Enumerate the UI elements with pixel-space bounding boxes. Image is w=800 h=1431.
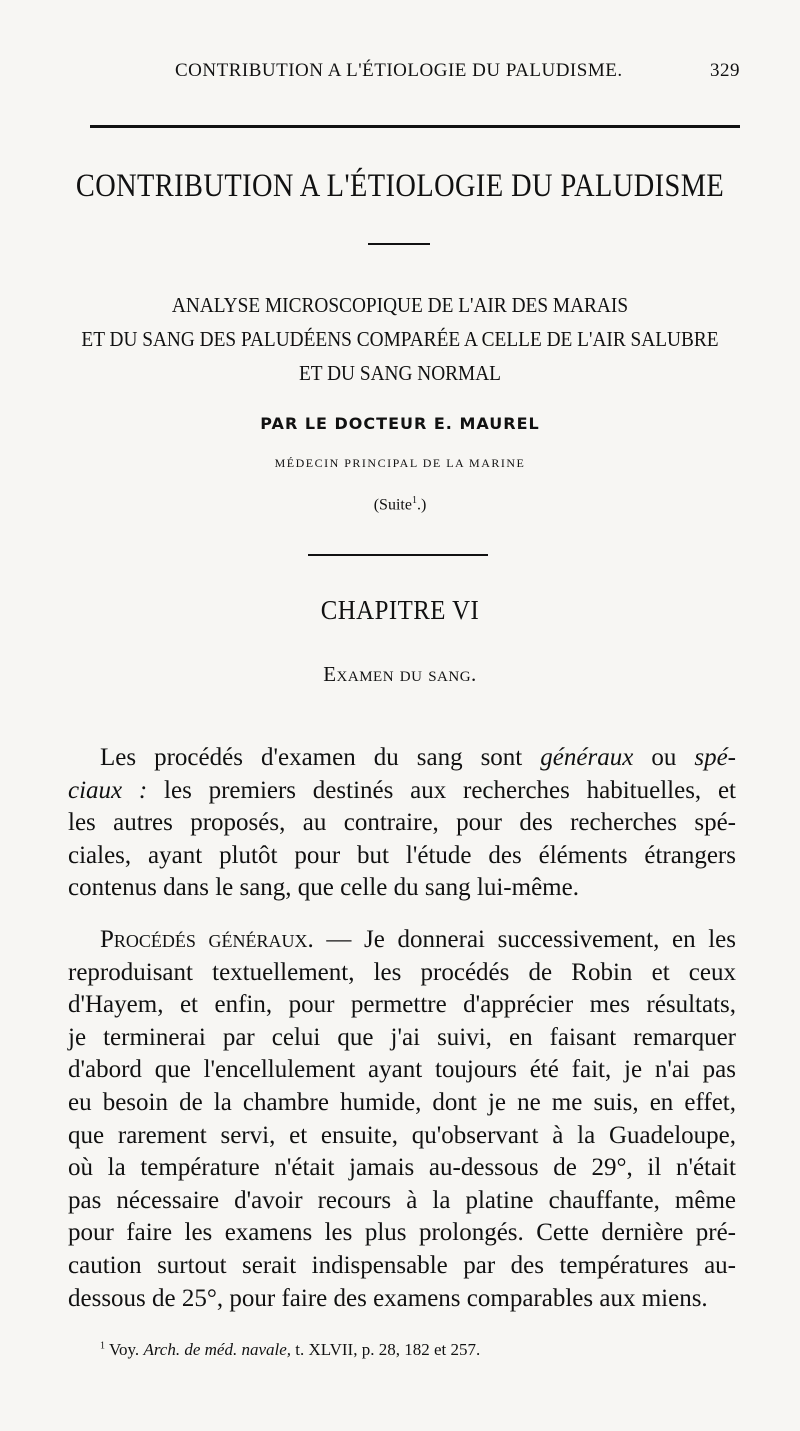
footnote [100,1340,740,1360]
author-name: PAR LE DOCTEUR E. MAUREL [260,414,540,433]
text-run: Les procédés d'examen du sang sont [100,744,541,771]
paragraph-1-line-2 [68,775,736,808]
text-run: les premiers destinés aux recherches habituelles, et [147,776,737,804]
italic-run: ciaux : [68,776,148,804]
paragraph-2-line-9: pas nécessaire d'avoir recours à la platine chauffante, même [68,1186,736,1214]
paragraph-1-line-3: les autres proposés, au contraire, pour des recherches spé- [68,809,736,837]
italic-run: spé- [694,744,736,771]
paragraph-2-line-6: eu besoin de la chambre humide, dont je ne me suis, en effet, [68,1088,736,1116]
paragraph-1-line-1 [68,742,736,775]
section-heading: Examen du sang. [323,662,477,686]
text-run: — Je donnerai successivement, en les [313,926,736,953]
paragraph-2-line-11: caution surtout serait indispensable par des températures au- [68,1251,736,1279]
running-head [70,60,740,90]
italic-run: généraux [540,744,634,771]
continuation-footnote-marker: 1 [411,495,417,506]
paragraph-2 [68,924,736,1315]
author-role: MÉDECIN PRINCIPAL DE LA MARINE [274,456,526,470]
footnote-reference: t. XLVII, p. 28, 182 et 257. [291,1340,481,1359]
subtitle-line-3: ET DU SANG NORMAL [299,361,501,385]
subtitle-line-1: ANALYSE MICROSCOPIQUE DE L'AIR DES MARAIS [171,293,629,317]
page-number: 329 [710,60,740,81]
header-rule [90,125,740,128]
paragraph-2-line-12: dessous de 25°, pour faire des examens comparables aux miens. [68,1284,708,1312]
running-head-title: CONTRIBUTION A L'ÉTIOLOGIE DU PALUDISME. [175,60,623,81]
continuation-close: .) [416,496,427,514]
chapter-heading: CHAPITRE VI [320,595,480,625]
footnote-text: Voy. [105,1340,144,1359]
paragraph-2-line-4: je terminerai par celui que j'ai suivi, en faisant remarquer [68,1023,736,1051]
article-title: CONTRIBUTION A L'ÉTIOLOGIE DU PALUDISME [75,168,725,204]
footnote-journal: Arch. de méd. navale, [143,1340,292,1359]
paragraph-1 [68,742,736,905]
paragraph-1-line-4: ciales, ayant plutôt pour but l'étude des éléments étrangers [68,841,736,869]
section-divider [308,554,488,556]
paragraph-2-line-1 [68,924,736,957]
paragraph-2-line-2: reproduisant textuellement, les procédés de Robin et ceux [68,958,736,986]
title-divider [368,243,430,245]
paragraph-2-line-3: d'Hayem, et enfin, pour permettre d'apprécier mes résultats, [68,991,736,1019]
subtitle-line-2: ET DU SANG DES PALUDÉENS COMPARÉE A CELLE DE L'AIR SALUBRE [81,327,719,351]
continuation-note [0,495,800,514]
text-run: ou [633,744,695,771]
paragraph-2-line-8: où la température n'était jamais au-dessous de 29°, il n'était [68,1154,736,1182]
continuation-text: (Suite [373,496,412,514]
footnote-marker: 1 [100,1340,105,1352]
paragraph-2-line-7: que rarement servi, et ensuite, qu'observant à la Guadeloupe, [68,1121,736,1149]
small-caps-lead: Procédés généraux. [100,926,314,953]
paragraph-2-line-5: d'abord que l'encellulement ayant toujours été fait, je n'ai pas [68,1056,736,1084]
paragraph-1-line-5: contenus dans le sang, que celle du sang lui-même. [68,874,579,902]
paragraph-2-line-10: pour faire les examens les plus prolongés. Cette dernière pré- [68,1219,736,1247]
